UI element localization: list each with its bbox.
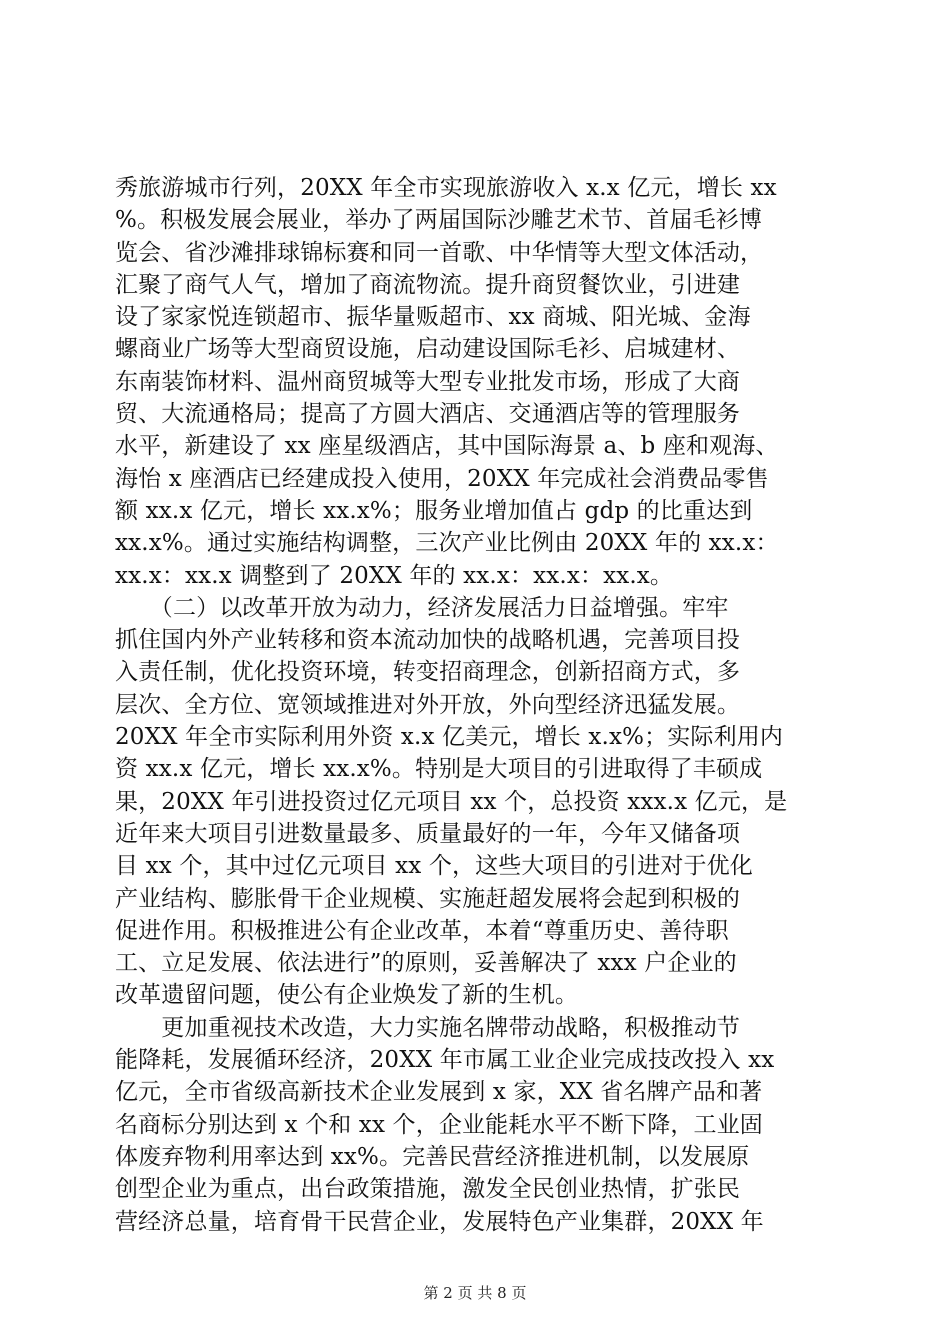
text-line: 设了家家悦连锁超市、振华量贩超市、xx 商城、阳光城、金海: [115, 304, 751, 331]
text-line: 亿元，全市省级高新技术企业发展到 x 家，XX 省名牌产品和著: [115, 1079, 763, 1106]
text-line: 产业结构、膨胀骨干企业规模、实施赶超发展将会起到积极的: [115, 885, 741, 912]
text-line: 汇聚了商气人气，增加了商流物流。提升商贸餐饮业，引进建: [115, 271, 741, 298]
text-line: 入责任制，优化投资环境，转变招商理念，创新招商方式，多: [115, 659, 741, 686]
text-line: 20XX 年全市实际利用外资 x.x 亿美元，增长 x.x%；实际利用内: [115, 724, 784, 751]
text-line: 贸、大流通格局；提高了方圆大酒店、交通酒店等的管理服务: [115, 401, 741, 428]
text-line: 海怡 x 座酒店已经建成投入使用，20XX 年完成社会消费品零售: [115, 465, 769, 492]
text-line: 改革遗留问题，使公有企业焕发了新的生机。: [115, 982, 578, 1009]
text-line: （二）以改革开放为动力，经济发展活力日益增强。牢牢: [115, 594, 729, 621]
text-line: xx.x：xx.x 调整到了 20XX 年的 xx.x：xx.x：xx.x。: [115, 562, 674, 589]
text-line: 资 xx.x 亿元，增长 xx.x%。特别是大项目的引进取得了丰硕成: [115, 756, 763, 783]
text-line: 水平，新建设了 xx 座星级酒店，其中国际海景 a、b 座和观海、: [115, 433, 779, 460]
text-line: 能降耗，发展循环经济，20XX 年市属工业企业完成技改投入 xx: [115, 1047, 775, 1074]
text-line: 目 xx 个，其中过亿元项目 xx 个，这些大项目的引进对于优化: [115, 853, 753, 880]
text-line: 览会、省沙滩排球锦标赛和同一首歌、中华情等大型文体活动，: [115, 239, 764, 266]
text-line: 名商标分别达到 x 个和 xx 个，企业能耗水平不断下降，工业固: [115, 1111, 763, 1138]
text-line: 层次、全方位、宽领域推进对外开放，外向型经济迅猛发展。: [115, 691, 741, 718]
text-line: %。积极发展会展业，举办了两届国际沙雕艺术节、首届毛衫博: [115, 207, 763, 234]
text-line: 近年来大项目引进数量最多、质量最好的一年，今年又储备项: [115, 820, 741, 847]
text-line: 抓住国内外产业转移和资本流动加快的战略机遇，完善项目投: [115, 627, 741, 654]
page-footer: 第 2 页 共 8 页: [423, 1284, 527, 1302]
text-line: 营经济总量，培育骨干民营企业，发展特色产业集群，20XX 年: [115, 1208, 764, 1235]
text-line: 东南装饰材料、温州商贸城等大型专业批发市场，形成了大商: [115, 368, 741, 395]
text-line: 促进作用。积极推进公有企业改革，本着“尊重历史、善待职: [115, 917, 729, 944]
text-line: 螺商业广场等大型商贸设施，启动建设国际毛衫、启城建材、: [115, 336, 741, 363]
text-line: 秀旅游城市行列，20XX 年全市实现旅游收入 x.x 亿元，增长 xx: [115, 175, 777, 201]
text-line: 工、立足发展、依法进行”的原则，妥善解决了 xxx 户企业的: [115, 950, 737, 977]
text-line: 体废弃物利用率达到 xx%。完善民营经济推进机制，以发展原: [115, 1143, 750, 1170]
text-line: 果，20XX 年引进投资过亿元项目 xx 个，总投资 xxx.x 亿元，是: [115, 788, 788, 815]
text-line: 更加重视技术改造，大力实施名牌带动战略，积极推动节: [115, 1014, 741, 1041]
text-line: 额 xx.x 亿元，增长 xx.x%；服务业增加值占 gdp 的比重达到: [115, 497, 753, 524]
body-text: [115, 172, 835, 1238]
text-line: xx.x%。通过实施结构调整，三次产业比例由 20XX 年的 xx.x：: [115, 530, 779, 557]
text-line: 创型企业为重点，出台政策措施，激发全民创业热情，扩张民: [115, 1176, 741, 1203]
